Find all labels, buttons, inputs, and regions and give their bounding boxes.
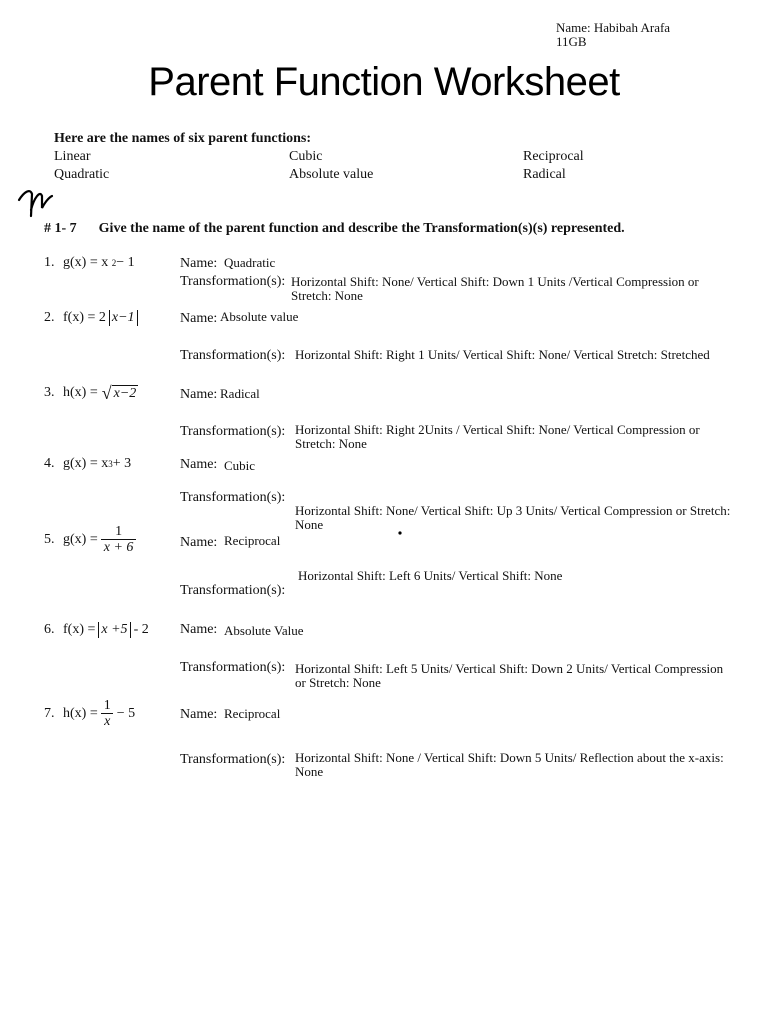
name-answer-4[interactable]: Cubic <box>224 458 256 473</box>
transformation-label-3: Transformation(s): <box>180 424 286 439</box>
student-info <box>556 21 670 49</box>
instructions-range: # 1- 7 <box>44 221 77 236</box>
numerator: 1 <box>103 698 111 713</box>
problem-number: 4. <box>44 456 55 471</box>
function-name-radical: Radical <box>523 167 566 182</box>
radicand: x−2 <box>113 386 137 401</box>
name-answer-5[interactable]: Reciprocal <box>224 533 281 548</box>
name-answer-6[interactable]: Absolute Value <box>224 623 304 638</box>
name-label-6: Name: <box>180 622 218 637</box>
numerator: 1 <box>115 524 123 539</box>
transformation-label-1: Transformation(s): <box>180 274 286 289</box>
instructions <box>44 221 625 237</box>
name-label-3: Name: <box>180 387 218 402</box>
function-name-reciprocal: Reciprocal <box>523 149 584 164</box>
name-label-1: Name: <box>180 256 218 271</box>
fraction <box>101 524 137 556</box>
problem-number: 7. <box>44 706 55 721</box>
equation-lhs: g(x) = <box>63 532 98 547</box>
transformation-answer-3[interactable]: Horizontal Shift: Right 2Units / Vertical Shift: None/ Vertical Compression or Stretch: None <box>295 422 700 451</box>
name-answer-1[interactable]: Quadratic <box>224 255 276 270</box>
function-name-quadratic: Quadratic <box>54 167 110 182</box>
equation-1 <box>44 255 135 271</box>
absolute-value-expression: x−1 <box>109 310 138 326</box>
equation-2 <box>44 310 141 326</box>
name-answer-7[interactable]: Reciprocal <box>224 706 281 721</box>
function-name-cubic: Cubic <box>289 149 323 164</box>
student-name: Name: Habibah Arafa <box>556 20 671 35</box>
equation-exponent: 3 <box>108 459 113 469</box>
equation-4 <box>44 456 131 472</box>
equation-lhs: f(x) = 2 <box>63 310 106 325</box>
transformation-label-7: Transformation(s): <box>180 752 286 767</box>
equation-lhs: h(x) = <box>63 706 98 721</box>
problem-number: 3. <box>44 385 55 400</box>
problem-number: 1. <box>44 255 55 270</box>
name-label-5: Name: <box>180 535 218 550</box>
transformation-label-6: Transformation(s): <box>180 660 286 675</box>
name-label-4: Name: <box>180 457 218 472</box>
equation-rest: − 5 <box>116 706 136 721</box>
transformation-label-5: Transformation(s): <box>180 583 286 598</box>
name-label-7: Name: <box>180 707 218 722</box>
problem-number: 5. <box>44 532 55 547</box>
equation-5 <box>44 524 139 556</box>
fraction <box>101 698 114 730</box>
transformation-answer-6[interactable]: Horizontal Shift: Left 5 Units/ Vertical Shift: Down 2 Units/ Vertical Compression or Stretch: None <box>295 661 724 690</box>
function-name-linear: Linear <box>54 149 91 164</box>
equation-7 <box>44 698 135 730</box>
transformation-answer-7[interactable]: Horizontal Shift: None / Vertical Shift: Down 5 Units/ Reflection about the x-axis: None <box>295 750 724 779</box>
problem-number: 2. <box>44 310 55 325</box>
page-title: Parent Function Worksheet <box>148 60 620 104</box>
equation-3 <box>44 384 138 402</box>
name-answer-2[interactable]: Absolute value <box>220 309 299 324</box>
handwritten-mark <box>16 180 56 220</box>
transformation-answer-2[interactable]: Horizontal Shift: Right 1 Units/ Vertical Shift: None/ Vertical Stretch: Stretched <box>295 347 710 362</box>
equation-exponent: 2 <box>111 258 117 268</box>
equation-lhs: h(x) = <box>63 385 98 400</box>
equation-lhs: g(x) = x <box>63 255 109 270</box>
square-root: √ x−2 <box>101 383 137 403</box>
transformation-label-4: Transformation(s): <box>180 490 286 505</box>
intro-heading: Here are the names of six parent functions: <box>54 131 312 146</box>
name-answer-3[interactable]: Radical <box>220 386 260 401</box>
equation-lhs: f(x) = <box>63 622 96 637</box>
student-class: 11GB <box>556 34 587 49</box>
absolute-value-expression: x +5 <box>98 622 130 638</box>
equation-rest: + 3 <box>112 456 132 471</box>
equation-rest: − 1 <box>116 255 135 270</box>
stray-dot <box>397 530 403 536</box>
transformation-answer-4[interactable]: Horizontal Shift: None/ Vertical Shift: Up 3 Units/ Vertical Compression or Stretch: None <box>295 503 731 532</box>
problem-number: 6. <box>44 622 55 637</box>
equation-6 <box>44 622 149 638</box>
instructions-text: Give the name of the parent function and describe the Transformation(s)(s) represented. <box>98 221 625 236</box>
equation-rest: - 2 <box>133 622 149 637</box>
transformation-answer-1[interactable]: Horizontal Shift: None/ Vertical Shift: Down 1 Units /Vertical Compression or Stretch: None <box>291 274 699 303</box>
equation-lhs: g(x) = x <box>63 456 109 471</box>
denominator: x + 6 <box>101 539 137 556</box>
transformation-label-2: Transformation(s): <box>180 348 286 363</box>
function-name-absolute-value: Absolute value <box>289 167 374 182</box>
name-label-2: Name: <box>180 311 218 326</box>
denominator: x <box>101 713 113 730</box>
transformation-answer-5[interactable]: Horizontal Shift: Left 6 Units/ Vertical Shift: None <box>298 568 563 583</box>
